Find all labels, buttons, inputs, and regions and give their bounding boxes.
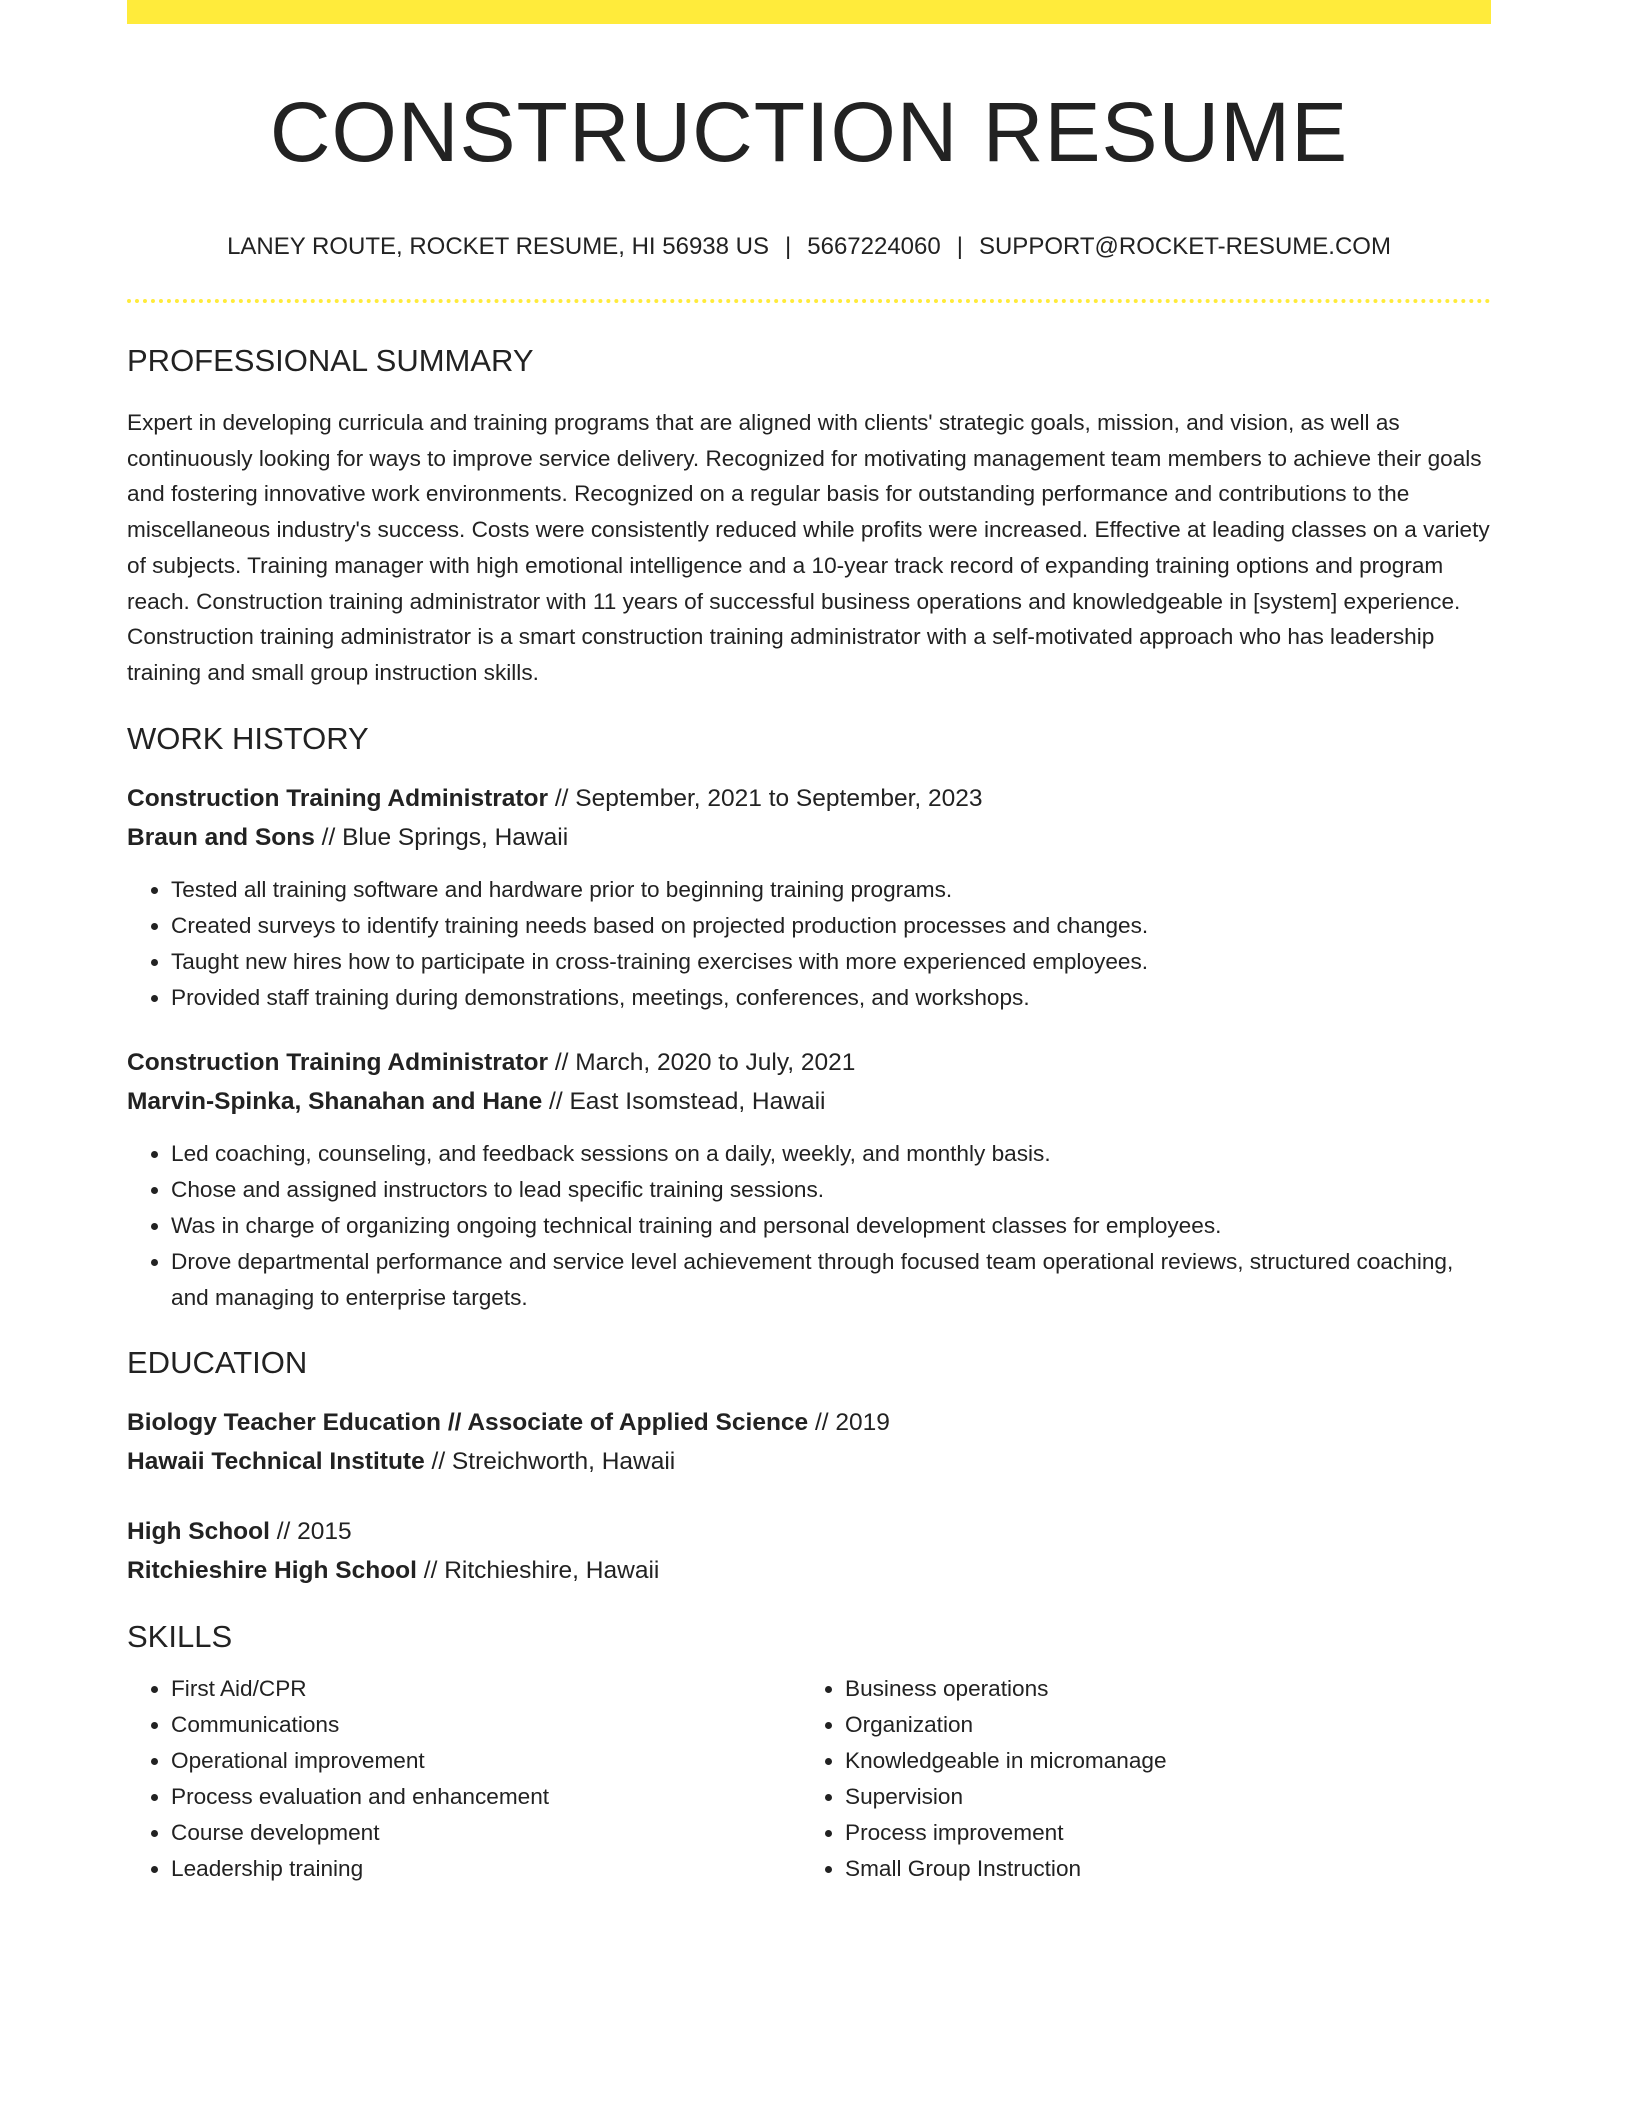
skill-item: • Knowledgeable in micromanage [845, 1743, 1475, 1779]
education-school-line [127, 1551, 1491, 1591]
skills-left-list [127, 1671, 801, 1887]
job-title-line [127, 779, 1491, 819]
contact-phone: 5667224060 [807, 233, 941, 260]
contact-line [127, 230, 1491, 264]
job-bullet: • Was in charge of organizing ongoing technical training and personal development classes for employees. [171, 1208, 1491, 1244]
job-company-line [127, 818, 1491, 858]
skill-item: • Process improvement [845, 1815, 1475, 1851]
education-year: // 2019 [808, 1408, 890, 1436]
job-bullets [127, 872, 1491, 1016]
skill-item: • Process evaluation and enhancement [171, 1779, 801, 1815]
skill-item: • First Aid/CPR [171, 1671, 801, 1707]
education-degree-line [127, 1512, 1491, 1552]
education-school: Ritchieshire High School [127, 1557, 417, 1585]
summary-heading: PROFESSIONAL SUMMARY [127, 343, 534, 378]
job-company: Marvin-Spinka, Shanahan and Hane [127, 1088, 543, 1116]
contact-separator: | [956, 233, 963, 260]
education-heading: EDUCATION [127, 1344, 308, 1380]
education-degree: Biology Teacher Education // Associate of Applied Science [127, 1408, 809, 1436]
skill-item: • Supervision [845, 1779, 1475, 1815]
job-bullet: • Taught new hires how to participate in cross-training exercises with more experienced employees. [171, 944, 1491, 980]
education-school-line [127, 1442, 1491, 1482]
education-year: // 2015 [269, 1517, 352, 1545]
skill-item: • Organization [845, 1707, 1475, 1743]
job-bullet: • Tested all training software and hardware prior to beginning training programs. [171, 872, 1491, 908]
skills-heading: SKILLS [127, 1618, 233, 1654]
skill-item: • Small Group Instruction [845, 1851, 1475, 1887]
education-school: Hawaii Technical Institute [127, 1448, 425, 1476]
education-degree: High School [127, 1517, 270, 1545]
skill-item: • Communications [171, 1707, 801, 1743]
resume-title: CONSTRUCTION RESUME [269, 85, 1349, 179]
job-title: Construction Training Administrator [127, 784, 549, 812]
skill-item: • Business operations [845, 1671, 1475, 1707]
education-location: // Ritchieshire, Hawaii [416, 1557, 660, 1585]
education-degree-line [127, 1403, 1491, 1443]
contact-separator: | [785, 233, 792, 260]
job-title: Construction Training Administrator [127, 1048, 549, 1076]
skill-item: • Operational improvement [171, 1743, 801, 1779]
education-entry [127, 1512, 1491, 1591]
skill-item: • Leadership training [171, 1851, 801, 1887]
contact-address: LANEY ROUTE, ROCKET RESUME, HI 56938 US [227, 233, 770, 260]
job-bullet: • Created surveys to identify training needs based on projected production processes and changes. [171, 908, 1491, 944]
job-location: // East Isomstead, Hawaii [542, 1088, 826, 1116]
job-bullet: • Drove departmental performance and service level achievement through focused team operational reviews, structured coaching, and managing to enterprise targets. [171, 1244, 1491, 1316]
resume-page [127, 0, 1491, 1887]
job-bullet: • Chose and assigned instructors to lead specific training sessions. [171, 1172, 1491, 1208]
contact-email: SUPPORT@ROCKET-RESUME.COM [978, 233, 1391, 260]
job-company: Braun and Sons [127, 824, 315, 852]
job-bullet: • Led coaching, counseling, and feedback sessions on a daily, weekly, and monthly basis. [171, 1136, 1491, 1172]
job-bullets [127, 1136, 1491, 1316]
job-entry [127, 779, 1491, 1016]
skills-right-list [801, 1671, 1475, 1887]
skill-item: • Course development [171, 1815, 801, 1851]
education-location: // Streichworth, Hawaii [424, 1448, 676, 1476]
job-title-line [127, 1043, 1491, 1083]
job-dates: // March, 2020 to July, 2021 [548, 1048, 856, 1076]
job-bullet: • Provided staff training during demonstrations, meetings, conferences, and workshops. [171, 980, 1491, 1016]
job-dates: // September, 2021 to September, 2023 [548, 784, 983, 812]
dotted-divider [127, 299, 1491, 303]
education-entry [127, 1403, 1491, 1482]
job-location: // Blue Springs, Hawaii [314, 824, 569, 852]
work-history-heading: WORK HISTORY [127, 720, 369, 756]
skills-columns [127, 1671, 1491, 1887]
summary-text: Expert in developing curricula and training programs that are aligned with clients' strategic goals, mission, and vision, as well as continuously looking for ways to improve service delivery. Recognized for motivating management team members to achieve their goals and fostering innovative work environments. Recognized on a regular basis for outstanding performance and contributions to the miscellaneous industry's success. Costs were consistently reduced while profits were increased. Effective at leading classes on a variety of subjects. Training manager with high emotional intelligence and a 10-year track record of expanding training options and program reach. Construction training administrator with 11 years of successful business operations and knowledgeable in [system] experience. Construction training administrator is a smart construction training administrator with a self-motivated approach who has leadership training and small group instruction skills. [127, 410, 1490, 685]
accent-top-bar [127, 0, 1491, 24]
job-company-line [127, 1082, 1491, 1122]
job-entry [127, 1043, 1491, 1316]
